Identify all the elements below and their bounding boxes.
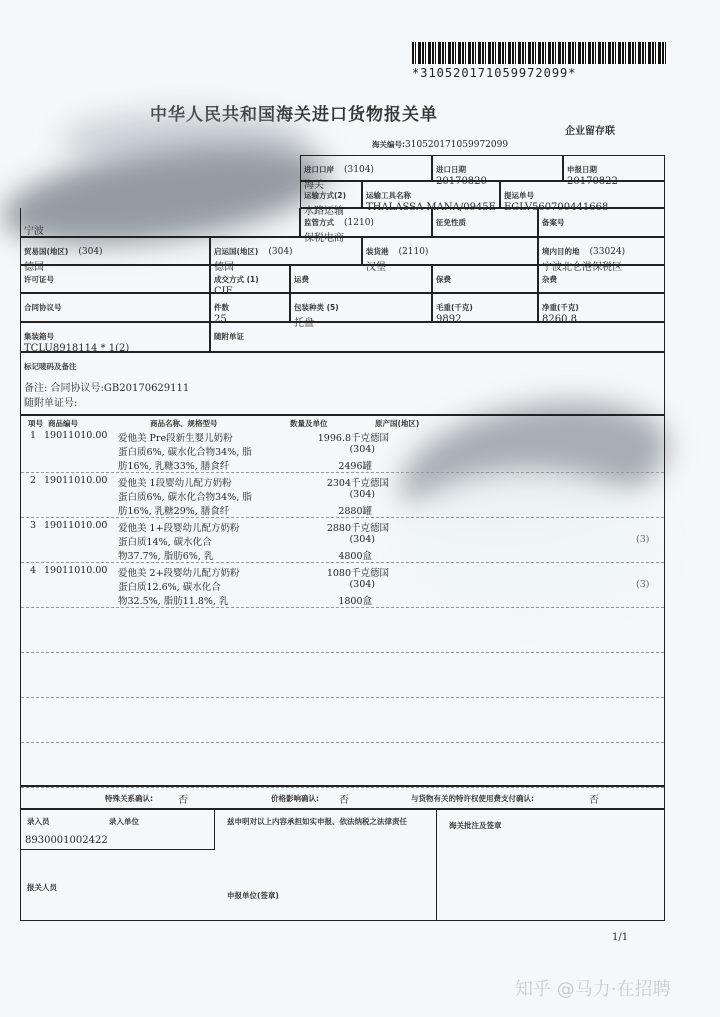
transport-mode-field (300, 181, 362, 217)
freight-field-label: 运费 (294, 275, 309, 284)
origin-country-field-label: 启运国(地区) (214, 247, 259, 256)
customs-note-label: 海关批注及签章 (449, 821, 502, 830)
item-origin: 德国 (370, 523, 390, 534)
package-field-value: 托盘 (294, 318, 314, 329)
origin-country-field-code: (304) (268, 247, 293, 257)
destination-field-code: (33024) (589, 247, 626, 257)
container-field-label: 集装箱号 (24, 332, 54, 341)
consignee-field (20, 208, 300, 237)
declare-date-field-label: 申报日期 (567, 165, 597, 174)
item-quantity-2: 2496罐 (338, 461, 372, 472)
marks-field (20, 352, 665, 415)
declarant-label: 报关人员 (27, 883, 57, 892)
trade-country-field-value: 德国 (24, 262, 44, 273)
consignee-field-value: 宁波 (24, 226, 44, 237)
bill-number-field-label: 提运单号 (504, 191, 534, 200)
item-quantity: 2304千克 (326, 478, 370, 489)
row-divider (21, 472, 664, 473)
freight-field (290, 265, 432, 293)
net-weight-field (538, 293, 665, 325)
trade-country-field-code: (304) (78, 247, 103, 257)
item-origin: 德国 (370, 433, 390, 444)
customs-number-label: 海关编号: (372, 140, 405, 149)
items-header-4: 原产国(地区) (375, 419, 420, 428)
royalty-label: 与货物有关的特许权使用费支付确认: (411, 794, 534, 803)
item-code: 19011010.00 (44, 430, 108, 441)
items-header-2: 商品名称、规格型号 (150, 419, 218, 428)
row-divider (21, 517, 664, 518)
special-relation-value: 否 (178, 795, 188, 806)
item-origin: 德国 (370, 478, 390, 489)
barcode (412, 42, 668, 64)
item-code: 19011010.00 (44, 520, 108, 531)
pieces-field-value: 25 (214, 314, 227, 325)
item-origin-code: (304) (349, 534, 375, 545)
item-number: 2 (30, 475, 37, 486)
supervision-field-label: 监管方式 (304, 218, 334, 227)
item-quantity-2: 1800盒 (338, 596, 372, 607)
item-name-line: 蛋白质12.6%, 碳水化合 (118, 582, 221, 593)
supervision-field-code: (1210) (344, 218, 374, 228)
port-field-value: 海关 (304, 180, 324, 191)
item-name-line: 爱他美 1段婴幼儿配方奶粉 (118, 478, 232, 489)
item-name-line: 物37.7%, 脂肪6%, 乳 (118, 551, 214, 562)
item-quantity-2: 2880罐 (338, 506, 372, 517)
item-name-line: 蛋白质14%, 碳水化合 (118, 537, 212, 548)
row-divider (21, 562, 664, 563)
item-number: 4 (30, 565, 37, 576)
redaction-smudge (60, 110, 310, 170)
page-title: 中华人民共和国海关进口货物报关单 (150, 105, 438, 125)
attached-docs-field-label: 随附单证 (214, 332, 244, 341)
row-divider (21, 652, 664, 653)
item-number: 3 (30, 520, 37, 531)
port-field-label: 进口口岸 (304, 165, 334, 174)
destination-field-value: 宁波北仑港保税区 (542, 262, 622, 273)
bill-number-field-value: EGLV560700441668 (504, 202, 609, 213)
port-field (300, 155, 432, 191)
pieces-field (210, 293, 290, 325)
import-date-field-value: 20170820 (436, 176, 487, 187)
page-number: 1/1 (612, 932, 629, 943)
items-header-3: 数量及单位 (290, 419, 328, 428)
license-field (20, 265, 210, 293)
origin-country-field (210, 237, 362, 273)
container-field (20, 322, 210, 352)
deal-mode-field-value: CIF (214, 286, 233, 297)
insurance-field-label: 保费 (436, 275, 451, 284)
item-extra: (3) (636, 579, 650, 590)
row-divider (21, 742, 664, 743)
item-name-line: 物32.5%, 脂肪11.8%, 乳 (118, 596, 229, 607)
levy-field-label: 征免性质 (436, 218, 466, 227)
vessel-field-label: 运输工具名称 (366, 191, 411, 200)
loading-port-field (362, 237, 538, 273)
gross-weight-field-label: 毛重(千克) (436, 303, 473, 312)
price-impact-label: 价格影响确认: (271, 794, 319, 803)
net-weight-field-label: 净重(千克) (542, 303, 579, 312)
entry-unit-label: 录入单位 (109, 817, 139, 826)
transport-mode-field-label: 运输方式(2) (304, 191, 347, 200)
gross-weight-field-value: 9892 (436, 314, 462, 325)
attached-docs-number: 随附单证号: (24, 398, 78, 409)
item-code: 19011010.00 (44, 475, 108, 486)
confirmation-row (20, 786, 665, 809)
gross-weight-field (432, 293, 538, 325)
item-name-line: 肪16%, 乳糖29%, 膳食纤 (118, 506, 230, 517)
item-name-line: 爱他美 Pre段新生婴儿奶粉 (118, 433, 233, 444)
watermark: 知乎 @马力·在招聘 (515, 979, 671, 1000)
package-field (290, 293, 432, 329)
attached-docs-field (210, 322, 665, 352)
item-extra: (3) (636, 534, 650, 545)
item-name-line: 蛋白质6%, 碳水化合物34%, 脂 (118, 492, 252, 503)
container-field-value: TCLU8918114 * 1(2) (24, 343, 130, 354)
insurance-field (432, 265, 538, 293)
item-name-line: 肪16%, 乳糖33%, 膳食纤 (118, 461, 230, 472)
trade-country-field (20, 237, 210, 273)
deal-mode-field-label: 成交方式 (1) (214, 275, 259, 284)
items-header-0: 项号 (28, 419, 43, 428)
item-origin-code: (304) (349, 489, 375, 500)
entry-number: 8930001002422 (25, 835, 108, 846)
deal-mode-field (210, 265, 290, 297)
item-name-line: 爱他美 2+段婴幼儿配方奶粉 (118, 568, 240, 579)
declare-date-field (563, 155, 665, 187)
royalty-value: 否 (589, 795, 599, 806)
price-impact-value: 否 (339, 795, 349, 806)
import-date-field-label: 进口日期 (436, 165, 466, 174)
pieces-field-label: 件数 (214, 303, 229, 312)
trade-country-field-label: 贸易国(地区) (24, 247, 69, 256)
declare-unit-label: 申报单位(签章) (227, 891, 279, 900)
import-date-field (432, 155, 563, 187)
destination-field-label: 境内目的地 (542, 247, 580, 256)
origin-country-field-value: 德国 (214, 262, 234, 273)
item-code: 19011010.00 (44, 565, 108, 576)
item-number: 1 (30, 430, 37, 441)
record-number-field (538, 208, 665, 237)
misc-fee-field-label: 杂费 (542, 275, 557, 284)
loading-port-field-value: 汉堡 (366, 262, 386, 273)
item-quantity: 1080千克 (326, 568, 370, 579)
row-divider (21, 607, 664, 608)
remark: 备注: 合同协议号:GB20170629111 (24, 383, 190, 394)
footer-box (20, 809, 665, 921)
item-quantity-2: 4800盒 (338, 551, 372, 562)
item-name-line: 蛋白质6%, 碳水化合物34%, 脂 (118, 447, 252, 458)
special-relation-label: 特殊关系确认: (105, 794, 153, 803)
license-field-label: 许可证号 (24, 275, 54, 284)
declare-date-field-value: 20170822 (567, 176, 618, 187)
declaration-text: 兹申明对以上内容承担如实申报、依法纳税之法律责任 (227, 817, 407, 826)
levy-field (432, 208, 538, 237)
item-name-line: 爱他美 1+段婴幼儿配方奶粉 (118, 523, 240, 534)
vessel-field-value: THALASSA MANA/0945E (366, 202, 496, 213)
items-header-1: 商品编号 (48, 419, 78, 428)
supervision-field (300, 208, 432, 244)
supervision-field-value: 保税电商 (304, 233, 344, 244)
customs-number-value: 310520171059972099 (405, 140, 509, 150)
contract-field (20, 293, 210, 322)
package-field-label: 包装种类 (5) (294, 303, 339, 312)
entry-clerk-label: 录入员 (27, 817, 50, 826)
contract-field-label: 合同协议号 (24, 303, 62, 312)
item-origin-code: (304) (349, 444, 375, 455)
loading-port-field-code: (2110) (398, 247, 429, 257)
row-divider (21, 697, 664, 698)
destination-field (538, 237, 665, 273)
marks-label: 标记唛码及备注 (24, 362, 77, 371)
transport-mode-field-value: 水路运输 (304, 206, 344, 217)
item-quantity: 1996.8千克 (317, 433, 370, 444)
item-origin: 德国 (370, 568, 390, 579)
loading-port-field-label: 装货港 (366, 247, 389, 256)
record-number-field-label: 备案号 (542, 218, 565, 227)
port-field-code: (3104) (344, 165, 374, 175)
vessel-field (362, 181, 500, 213)
item-origin-code: (304) (349, 579, 375, 590)
item-quantity: 2880千克 (326, 523, 370, 534)
misc-fee-field (538, 265, 665, 293)
copy-label: 企业留存联 (565, 126, 615, 137)
bill-number-field (500, 181, 665, 213)
net-weight-field-value: 8260.8 (542, 314, 577, 325)
barcode-text: *310520171059972099* (412, 66, 577, 80)
customs-number (372, 139, 508, 150)
